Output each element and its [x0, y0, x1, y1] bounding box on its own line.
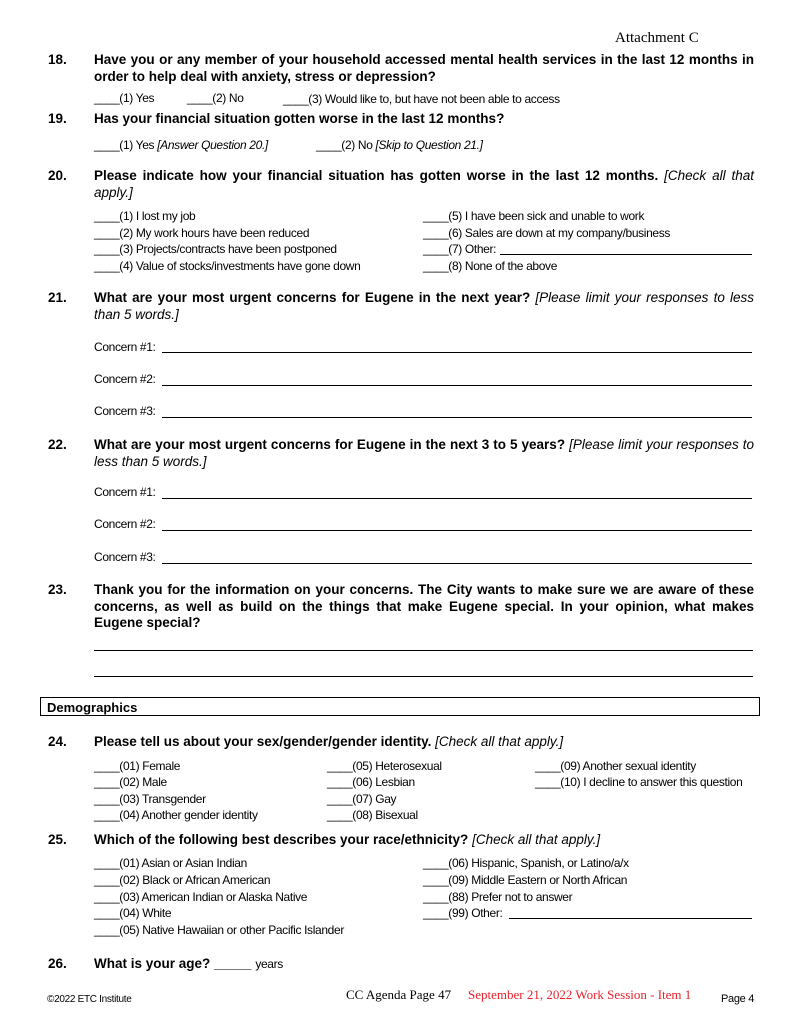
q20-option-8[interactable]: ____(8) None of the above [423, 259, 558, 273]
q19-number: 19. [48, 111, 67, 126]
option-label: ____(2) No [316, 138, 376, 152]
q24-question [94, 734, 754, 751]
q20-option-2[interactable]: ____(2) My work hours have been reduced [94, 226, 310, 240]
q24-option-01[interactable]: ____(01) Female [94, 759, 181, 773]
option-note: [Skip to Question 21.] [375, 138, 483, 152]
q20-other-input[interactable] [500, 254, 752, 255]
q21-concern-3-input[interactable] [162, 417, 752, 418]
q24-option-03[interactable]: ____(03) Transgender [94, 792, 206, 806]
q18-option-would-like[interactable]: ____(3) Would like to, but have not been able to access [283, 92, 560, 106]
q25-option-02[interactable]: ____(02) Black or African American [94, 873, 271, 887]
footer-session: September 21, 2022 Work Session - Item 1 [468, 987, 692, 1002]
q20-note: [Check all that apply.] [94, 168, 754, 200]
footer-agenda-page: CC Agenda Page 47 [346, 987, 452, 1002]
q24-option-05[interactable]: ____(05) Heterosexual [327, 759, 442, 773]
q25-option-99[interactable]: ____(99) Other: [423, 906, 503, 920]
q21-concern-2-input[interactable] [162, 385, 752, 386]
q25-number: 25. [48, 832, 67, 847]
footer-copyright: ©2022 ETC Institute [47, 994, 132, 1005]
q19-option-no[interactable] [316, 138, 483, 152]
q22-concern-1-input[interactable] [162, 498, 752, 499]
q20-option-7[interactable]: ____(7) Other: [423, 242, 497, 256]
q24-option-09[interactable]: ____(09) Another sexual identity [535, 759, 696, 773]
q25-question [94, 832, 754, 849]
q20-text: Please indicate how your financial situation has gotten worse in the last 12 months. [94, 168, 659, 183]
q20-option-1[interactable]: ____(1) I lost my job [94, 209, 196, 223]
q20-option-6[interactable]: ____(6) Sales are down at my company/business [423, 226, 671, 240]
q19-option-yes[interactable] [94, 138, 268, 152]
q22-concern-1-label: Concern #1: [94, 485, 156, 499]
q18-option-yes[interactable]: ____(1) Yes [94, 91, 155, 105]
q21-concern-2-label: Concern #2: [94, 372, 156, 386]
q18-text: Have you or any member of your household accessed mental health services in the last 12 months in order to help deal with anxiety, stress or depression? [94, 52, 754, 84]
q25-other-input[interactable] [509, 918, 752, 919]
q21-concern-1-label: Concern #1: [94, 340, 156, 354]
q23-number: 23. [48, 582, 67, 597]
q21-text: What are your most urgent concerns for Eugene in the next year? [94, 290, 531, 305]
q22-text: What are your most urgent concerns for Eugene in the next 3 to 5 years? [94, 437, 566, 452]
q20-number: 20. [48, 168, 67, 183]
q25-note: [Check all that apply.] [472, 832, 601, 847]
q26-suffix: years [255, 957, 283, 971]
q24-number: 24. [48, 734, 67, 749]
q20-option-3[interactable]: ____(3) Projects/contracts have been postponed [94, 242, 337, 256]
q18-option-no[interactable]: ____(2) No [187, 91, 244, 105]
q20-option-4[interactable]: ____(4) Value of stocks/investments have gone down [94, 259, 361, 273]
q23-text: Thank you for the information on your concerns. The City wants to make sure we are aware of these concerns, as well as build on the things that make Eugene special. In your opinion, what makes Eugene special? [94, 582, 754, 630]
q24-option-08[interactable]: ____(08) Bisexual [327, 808, 418, 822]
q25-option-04[interactable]: ____(04) White [94, 906, 172, 920]
q23-answer-line-1[interactable] [94, 650, 753, 651]
q24-option-02[interactable]: ____(02) Male [94, 775, 167, 789]
q24-option-06[interactable]: ____(06) Lesbian [327, 775, 415, 789]
q22-note: [Please limit your responses to less than 5 words.] [94, 437, 754, 469]
q21-number: 21. [48, 290, 67, 305]
q21-question [94, 290, 754, 323]
q25-text: Which of the following best describes your race/ethnicity? [94, 832, 469, 847]
q26-question[interactable] [94, 956, 283, 971]
q25-option-03[interactable]: ____(03) American Indian or Alaska Native [94, 890, 308, 904]
q25-option-88[interactable]: ____(88) Prefer not to answer [423, 890, 573, 904]
q25-option-05[interactable]: ____(05) Native Hawaiian or other Pacific Islander [94, 923, 344, 937]
q20-option-5[interactable]: ____(5) I have been sick and unable to work [423, 209, 645, 223]
q24-note: [Check all that apply.] [435, 734, 564, 749]
q26-number: 26. [48, 956, 67, 971]
q22-concern-2-input[interactable] [162, 530, 752, 531]
q24-option-10[interactable]: ____(10) I decline to answer this question [535, 775, 743, 789]
q21-concern-1-input[interactable] [162, 352, 752, 353]
q22-concern-2-label: Concern #2: [94, 517, 156, 531]
q21-note: [Please limit your responses to less than 5 words.] [94, 290, 754, 322]
option-label: ____(1) Yes [94, 138, 158, 152]
q22-number: 22. [48, 437, 67, 452]
q24-option-07[interactable]: ____(07) Gay [327, 792, 397, 806]
q20-question [94, 168, 754, 201]
q23-answer-line-2[interactable] [94, 676, 753, 677]
section-header-demographics: Demographics [40, 697, 760, 716]
q25-option-01[interactable]: ____(01) Asian or Asian Indian [94, 856, 247, 870]
attachment-label: Attachment C [615, 30, 699, 46]
q22-question [94, 437, 754, 470]
q25-option-09[interactable]: ____(09) Middle Eastern or North African [423, 873, 628, 887]
q21-concern-3-label: Concern #3: [94, 404, 156, 418]
footer-page-number: Page 4 [721, 993, 755, 1005]
q22-concern-3-input[interactable] [162, 563, 752, 564]
q18-number: 18. [48, 52, 67, 67]
q19-text: Has your financial situation gotten worse in the last 12 months? [94, 111, 505, 126]
q24-text: Please tell us about your sex/gender/gender identity. [94, 734, 432, 749]
q26-text: What is your age? _____ [94, 956, 252, 971]
q25-option-06[interactable]: ____(06) Hispanic, Spanish, or Latino/a/x [423, 856, 629, 870]
q22-concern-3-label: Concern #3: [94, 550, 156, 564]
option-note: [Answer Question 20.] [157, 138, 268, 152]
q24-option-04[interactable]: ____(04) Another gender identity [94, 808, 258, 822]
